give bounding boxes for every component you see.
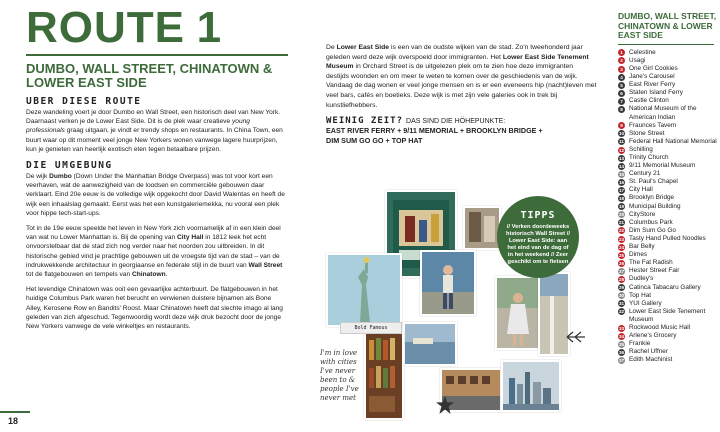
legend-item — [618, 235, 718, 243]
legend-item-label: Edith Machinist — [629, 356, 673, 364]
legend-item-label: Dudley's — [629, 275, 654, 283]
legend-item-label: One Girl Cookies — [629, 64, 678, 72]
route-number: 1 — [196, 3, 223, 52]
legend-item — [618, 170, 718, 178]
arrow-left-icon — [565, 330, 587, 344]
legend-item — [618, 219, 718, 227]
section-heading-area: DIE UMGEBUNG — [26, 160, 113, 172]
legend-divider — [618, 44, 714, 45]
legend-item-label: Rachel Uffner — [629, 348, 668, 356]
legend-item — [618, 203, 718, 211]
legend-marker: 24 — [618, 244, 625, 250]
legend-item-label: Catinca Tabacaru Gallery — [629, 283, 701, 291]
legend-item-label: National Museum of the American Indian — [629, 105, 697, 121]
legend-item — [618, 284, 718, 292]
photo-statue-of-liberty — [326, 253, 402, 327]
legend-item — [618, 332, 718, 340]
highlights-heading: WEINIG ZEIT? DAS SIND DIE HÖHEPUNKTE: — [326, 116, 506, 127]
legend-item — [618, 178, 718, 186]
legend-marker: 31 — [618, 301, 625, 307]
legend-item — [618, 57, 718, 65]
bike-lane-graphic — [540, 274, 568, 354]
legend-item — [618, 243, 718, 251]
legend-item — [618, 105, 718, 121]
photo-skyline — [501, 360, 561, 412]
legend-marker: 14 — [618, 163, 625, 169]
photo-person-walking — [420, 250, 476, 316]
legend-item — [618, 49, 718, 57]
photo-street-shop — [463, 206, 501, 250]
section-heading-route: UBER DIESE ROUTE — [26, 96, 142, 107]
legend-marker: 34 — [618, 333, 625, 339]
tips-title: TIPPS — [520, 210, 556, 221]
legend-item-label: Top Hat — [629, 291, 652, 299]
legend-marker: 29 — [618, 285, 625, 291]
legend-item — [618, 259, 718, 267]
legend-marker: 7 — [618, 98, 625, 105]
legend-item — [618, 251, 718, 259]
highlights-list: EAST RIVER FERRY + 9/11 MEMORIAL + BROOKLYN BRIDGE + DIM SUM GO GO + TOP HAT — [326, 126, 543, 146]
page-number: 18 — [8, 416, 19, 426]
legend-item — [618, 275, 718, 283]
paragraph-lower-manhattan: Tot in de 19e eeuw speelde het leven in New York zich voornamelijk af in een klein deel van wat nu Lower Manhattan is. Bij de opening van City Hall in 1812 leek het echt onvoorstelbaar dat de stad zich nog verder naar het noorden zou uitbreiden. In dit historische gebied vind je prachtige gebouwen uit de vroegste tijd van de stad – van de indrukwekkende architectuur in georgiaanse en federale stijl in de buurt van Wall Street tot de flatgebouwen en tempels van Chinatown. — [26, 225, 283, 279]
legend-item-label: Usagi — [629, 56, 646, 64]
legend-marker: 5 — [618, 82, 625, 89]
legend-item — [618, 324, 718, 332]
legend-marker: 21 — [618, 220, 625, 226]
legend-marker: 12 — [618, 147, 625, 153]
handwritten-quote: I'm in love with cities I've never been to & people I've never met — [320, 349, 359, 402]
left-column — [26, 3, 288, 337]
legend-item — [618, 340, 718, 348]
legend-marker: 17 — [618, 187, 625, 193]
legend-list — [618, 49, 718, 365]
legend-item-label: Brooklyn Bridge — [629, 194, 675, 202]
legend-marker: 10 — [618, 131, 625, 137]
legend-item-label: Frankie — [629, 340, 651, 348]
legend-marker: 32 — [618, 309, 625, 315]
river-graphic — [405, 324, 455, 364]
legend-marker: 20 — [618, 212, 625, 218]
legend-item-label: CityStore — [629, 210, 656, 218]
title-divider — [26, 54, 288, 56]
paragraph-chinatown: Het levendige Chinatown was ooit een gevaarlijke achterbuurt. De flatgebouwen in het huidige Columbus Park waren het berucht en verwienen duistere bijnamen als Bone Alley, Kerosene Row en Bandits' Roost. Maar Chinatown heeft dat slechte imago al lang geleden van zich afgeschud. Tegenwoordig wordt deze wijk druk bezocht door de jonge New Yorkers vanwege de vele winkeltjes en restaurants. — [26, 286, 283, 331]
legend-item-label: Dimes — [629, 251, 648, 259]
legend-marker: 6 — [618, 90, 625, 97]
legend-item — [618, 308, 718, 324]
bottles-graphic — [366, 334, 402, 418]
star-icon — [436, 396, 454, 414]
legend-item — [618, 73, 718, 81]
legend-item-label: East River Ferry — [629, 81, 676, 89]
highlights-box — [326, 116, 598, 146]
legend-item — [618, 211, 718, 219]
legend-item-label: Fraunces Tavern — [629, 121, 677, 129]
photo-woman-street — [495, 276, 541, 350]
legend-item — [618, 267, 718, 275]
legend-item — [618, 81, 718, 89]
legend-item-label: Dim Sum Go Go — [629, 226, 676, 234]
woman-graphic — [497, 278, 539, 348]
legend-item-label: YUI Gallery — [629, 299, 662, 307]
legend-marker: 22 — [618, 228, 625, 234]
legend-item-label: Arlene's Grocery — [629, 332, 677, 340]
legend-marker: 15 — [618, 171, 625, 177]
legend-item-label: Trinity Church — [629, 154, 669, 161]
legend-item-label: Federal Hall National Memorial — [629, 137, 717, 145]
legend-item — [618, 130, 718, 138]
tips-badge — [497, 196, 579, 278]
legend-item — [618, 138, 718, 146]
photo-caption-card: Bold Famous — [340, 322, 402, 334]
right-column-legend — [618, 12, 718, 364]
legend-marker: 18 — [618, 196, 625, 202]
photo-bottles-shelf — [364, 332, 404, 420]
legend-item-label: Celestine — [629, 48, 656, 56]
legend-item — [618, 122, 718, 130]
legend-item — [618, 89, 718, 97]
legend-marker: 36 — [618, 349, 625, 355]
legend-item — [618, 154, 718, 162]
legend-marker: 3 — [618, 66, 625, 73]
legend-marker: 13 — [618, 155, 625, 161]
legend-item-label: Columbus Park — [629, 218, 673, 226]
tips-text: // Verken doordeweeks historisch Wall Street // Lower East Side: aan het eind van de dag of in het weekend // Zeer geschikt om te fietsen — [506, 224, 570, 265]
legend-item — [618, 146, 718, 154]
legend-item-label: Jane's Carousel — [629, 73, 675, 81]
legend-item-label: Hester Street Fair — [629, 267, 680, 275]
legend-item — [618, 356, 718, 364]
legend-marker: 23 — [618, 236, 625, 242]
legend-marker: 37 — [618, 357, 625, 363]
legend-item — [618, 186, 718, 194]
legend-marker: 19 — [618, 204, 625, 210]
legend-item-label: Stone Street — [629, 129, 665, 137]
legend-marker: 2 — [618, 57, 625, 64]
route-title — [26, 3, 288, 52]
legend-marker: 25 — [618, 252, 625, 258]
legend-marker: 33 — [618, 325, 625, 331]
legend-item-label: 9/11 Memorial Museum — [629, 162, 696, 170]
legend-item-label: St. Paul's Chapel — [629, 178, 678, 186]
paragraph-lower-east-side: De Lower East Side is een van de oudste wijken van de stad. Zo'n tweehonderd jaar geleden werd deze wijk overspoeld door immigranten. Het Lower East Side Tenement Museum in Orchard Street is de uitgelezen plek om te zien hoe deze immigranten destijds woonden en om meer te weten te komen over de geschiedenis van de wijk. Vandaag de dag wonen er veel jonge mensen en is er een eveneens hip (nacht)leven met veel bars, cafés en boetieks. Deze wijk is met zijn vele galeries ook in trek bij kunstliefhebbers. — [326, 44, 597, 109]
legend-item — [618, 348, 718, 356]
legend-item-label: The Fat Radish — [629, 259, 673, 267]
legend-item — [618, 65, 718, 73]
legend-marker: 9 — [618, 122, 625, 129]
legend-item-label: Castle Clinton — [629, 97, 669, 105]
route-word: ROUTE — [26, 3, 185, 52]
legend-item — [618, 300, 718, 308]
legend-item-label: Century 21 — [629, 170, 661, 178]
legend-item-label: Rockwood Music Hall — [629, 323, 691, 331]
legend-marker: 16 — [618, 179, 625, 185]
legend-marker: 27 — [618, 268, 625, 274]
legend-item-label: Tasty Hand Pulled Noodles — [629, 234, 706, 242]
route-subtitle: DUMBO, WALL STREET, CHINATOWN & LOWER EAST SIDE — [26, 61, 273, 90]
legend-item-label: Lower East Side Tenement Museum — [629, 307, 706, 323]
person-graphic — [422, 252, 474, 314]
shop-graphic — [465, 208, 499, 248]
legend-item-label: Schilling — [629, 145, 653, 153]
legend-marker: 8 — [618, 106, 625, 113]
paragraph-route-intro: Deze wandeling voert je door Dumbo en Wall Street, een historisch deel van New York. Daarnaast verken je de Lower East Side. Dit is de plek waar creatieve young professionals graag uitgaan, je vindt er trendy shops en restaurants. In China Town, een buurt waar op dit moment veel jonge New Yorkers wonen vanwege lagere huurprijzen, kun je genieten van heerlijk exotisch eten tegen betaalbare prijzen. — [26, 109, 283, 153]
legend-item — [618, 227, 718, 235]
skyline-graphic — [503, 362, 559, 410]
legend-item — [618, 292, 718, 300]
legend-item — [618, 194, 718, 202]
middle-column — [326, 43, 598, 146]
legend-item-label: Municipal Building — [629, 202, 681, 210]
photo-boats-river — [403, 322, 457, 366]
legend-marker: 35 — [618, 341, 625, 347]
legend-marker: 30 — [618, 293, 625, 299]
legend-item-label: City Hall — [629, 186, 653, 194]
legend-item-label: Bar Belly — [629, 243, 655, 251]
statue-graphic — [328, 255, 400, 325]
legend-marker: 1 — [618, 49, 625, 56]
legend-item-label: Staten Island Ferry — [629, 89, 683, 97]
legend-marker: 11 — [619, 139, 624, 145]
legend-item — [618, 162, 718, 170]
legend-item — [618, 97, 718, 105]
paragraph-dumbo: De wijk Dumbo (Down Under the Manhattan Bridge Overpass) was tot voor kort een veerhaven, wat de aanwezigheid van de loodsen en commerciële gebouwen daar verklaart. Eind 20e eeuw is de volledige wijk opgekocht door David Walentas en heeft de wijk een inhaalslag gemaakt. Eerst was het een kunstgaleriemekka, nu vooral een plek voor hippe tech-start-ups. — [26, 173, 285, 217]
legend-marker: 28 — [618, 277, 625, 282]
legend-title: DUMBO, WALL STREET, CHINATOWN & LOWER EAST SIDE — [618, 11, 717, 41]
legend-marker: 26 — [618, 260, 625, 266]
legend-marker: 4 — [618, 74, 625, 81]
page-number-bar — [0, 411, 30, 413]
